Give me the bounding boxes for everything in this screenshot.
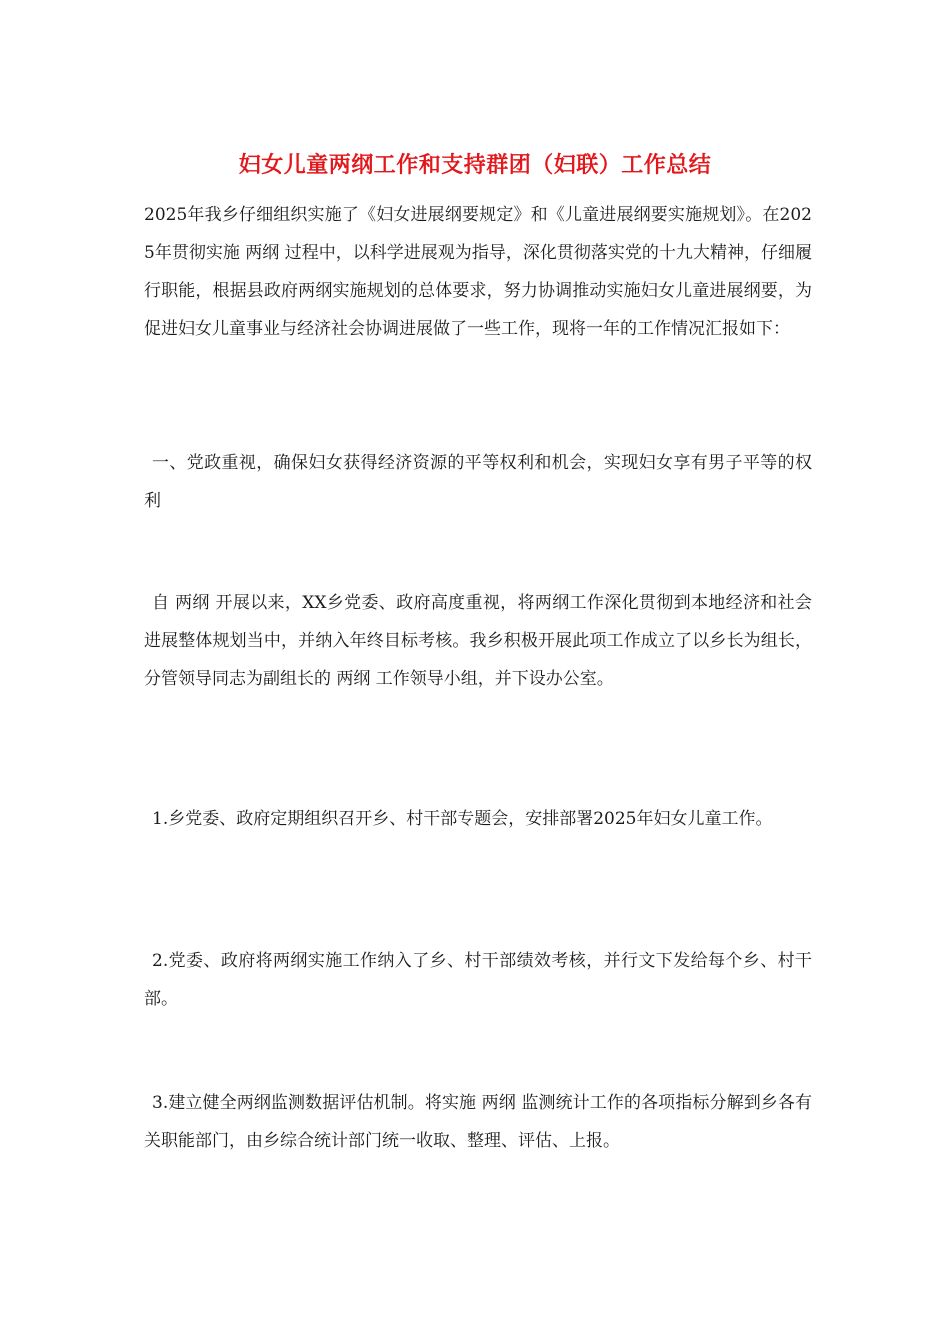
list-item-2: 2.党委、政府将两纲实施工作纳入了乡、村干部绩效考核，并行文下发给每个乡、村干部。 bbox=[144, 951, 812, 1009]
list-item-3: 3.建立健全两纲监测数据评估机制。将实施 两纲 监测统计工作的各项指标分解到乡各有关职能部门，由乡综合统计部门统一收取、整理、评估、上报。 bbox=[144, 1093, 812, 1151]
section-heading: 一、党政重视，确保妇女获得经济资源的平等权利和机会，实现妇女享有男子平等的权利 bbox=[144, 453, 812, 511]
document-title: 妇女儿童两纲工作和支持群团（妇联）工作总结 bbox=[238, 153, 712, 178]
list-item-1: 1.乡党委、政府定期组织召开乡、村干部专题会，安排部署2025年妇女儿童工作。 bbox=[152, 809, 773, 829]
intro-paragraph: 2025年我乡仔细组织实施了《妇女进展纲要规定》和《儿童进展纲要实施规划》。在2025年贯彻实施 两纲 过程中，以科学进展观为指导，深化贯彻落实党的十九大精神，仔细履行职能，根据县政府两纲实施规划的总体要求，努力协调推动实施妇女儿童进展纲要，为促进妇女儿童事业与经济社会协调进展做了一些工作，现将一年的工作情况汇报如下： bbox=[144, 205, 812, 339]
body-paragraph: 自 两纲 开展以来，XX乡党委、政府高度重视，将两纲工作深化贯彻到本地经济和社会进展整体规划当中，并纳入年终目标考核。我乡积极开展此项工作成立了以乡长为组长，分管领导同志为副组长的 两纲 工作领导小组，并下设办公室。 bbox=[144, 593, 812, 689]
